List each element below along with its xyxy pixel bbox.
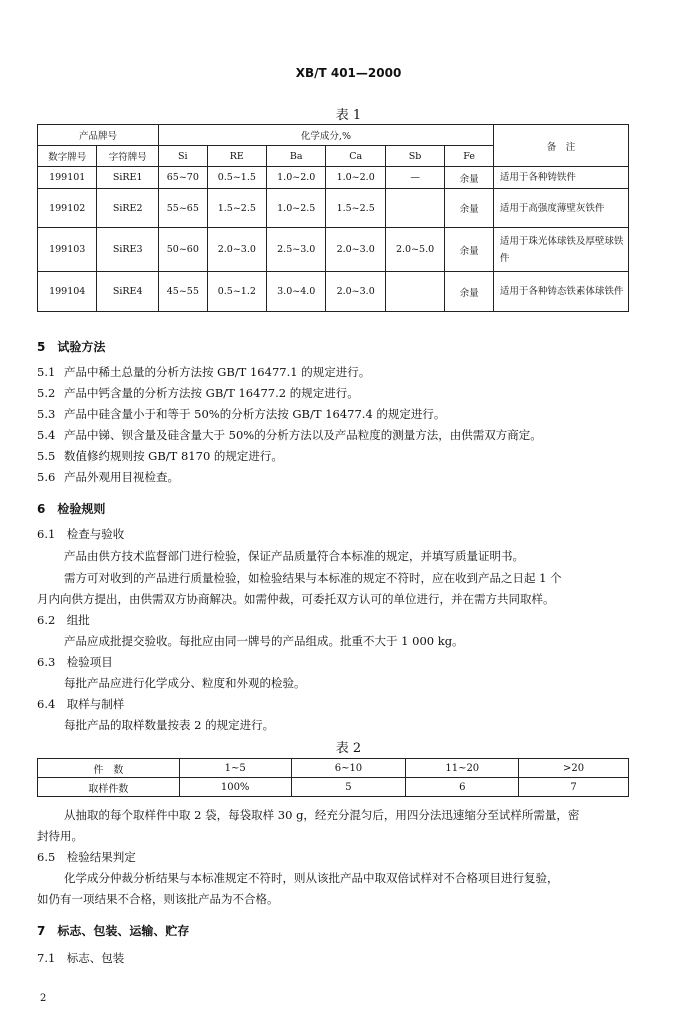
para-6-1-1: 产品由供方技术监督部门进行检验，保证产品质量符合本标准的规定，并填写质量证明书。	[64, 549, 524, 563]
header-fe: Fe	[445, 146, 494, 167]
cell: 余量	[445, 167, 494, 189]
cell: 6~10	[291, 759, 406, 778]
cell: 1.0~2.0	[326, 167, 385, 189]
cell-remark: 适用于各种铸铁件	[493, 167, 628, 189]
item-5-3: 产品中硅含量小于和等于 50%的分析方法按 GB/T 16477.4 的规定进行。	[64, 407, 446, 421]
table-row	[38, 228, 629, 272]
para-6-4: 每批产品的取样数量按表 2 的规定进行。	[64, 718, 275, 732]
cell: 0.5~1.5	[207, 167, 266, 189]
cell: 199101	[38, 167, 97, 189]
cell-remark: 适用于各种铸态铁素体球铁件	[493, 272, 628, 312]
cell: 2.0~3.0	[207, 228, 266, 272]
cell: 11~20	[406, 759, 519, 778]
cell: —	[385, 167, 444, 189]
table1	[37, 124, 629, 312]
cell: 3.0~4.0	[267, 272, 326, 312]
t2-row1-label: 件 数	[38, 759, 180, 778]
item-5-4: 产品中锑、钡含量及硅含量大于 50%的分析方法以及产品粒度的测量方法，由供需双方商定。	[64, 428, 542, 442]
cell: 199104	[38, 272, 97, 312]
para-6-2: 产品应成批提交验收。每批应由同一牌号的产品组成。批重不大于 1 000 kg。	[64, 634, 464, 648]
t2-row2-label: 取样件数	[38, 778, 180, 797]
cell-remark: 适用于珠光体球铁及厚壁球铁件	[493, 228, 628, 272]
cell: 6	[406, 778, 519, 797]
section-6-5-title: 6.5 检验结果判定	[37, 850, 136, 864]
para-6-3: 每批产品应进行化学成分、粒度和外观的检验。	[64, 676, 306, 690]
cell: 2.5~3.0	[267, 228, 326, 272]
cell: SiRE4	[97, 272, 159, 312]
cell: 余量	[445, 189, 494, 228]
header-alpha: 字符牌号	[97, 146, 159, 167]
para-6-1-2a: 需方可对收到的产品进行质量检验，如检验结果与本标准的规定不符时，应在收到产品之日起 1 个	[64, 571, 562, 585]
header-ca: Ca	[326, 146, 385, 167]
table1-caption: 表 1	[335, 108, 362, 123]
section-6-1-title: 6.1 检查与验收	[37, 527, 125, 541]
header-sb: Sb	[385, 146, 444, 167]
cell: 1.0~2.5	[267, 189, 326, 228]
cell: 1.5~2.5	[207, 189, 266, 228]
cell: 2.0~3.0	[326, 272, 385, 312]
item-5-3-no: 5.3	[37, 407, 56, 421]
table2	[37, 758, 629, 797]
cell: 50~60	[159, 228, 208, 272]
para-6-1-2b: 月内向供方提出，由供需双方协商解决。如需仲裁，可委托双方认可的单位进行，并在需方共同取样。	[37, 592, 555, 606]
table2-caption: 表 2	[335, 741, 362, 756]
table-row	[38, 167, 629, 189]
cell: 1~5	[179, 759, 291, 778]
cell-remark: 适用于高强度薄壁灰铁件	[493, 189, 628, 228]
table-row	[38, 189, 629, 228]
cell: 100%	[179, 778, 291, 797]
item-5-6: 产品外观用目视检查。	[64, 470, 179, 484]
table-row	[38, 759, 629, 778]
cell: 199102	[38, 189, 97, 228]
cell: 199103	[38, 228, 97, 272]
cell: 2.0~5.0	[385, 228, 444, 272]
header-product: 产品牌号	[38, 125, 159, 146]
cell: SiRE3	[97, 228, 159, 272]
header-re: RE	[207, 146, 266, 167]
cell: 55~65	[159, 189, 208, 228]
item-5-2: 产品中钙含量的分析方法按 GB/T 16477.2 的规定进行。	[64, 386, 359, 400]
para-6-5-a: 化学成分仲裁分析结果与本标准规定不符时，则从该批产品中取双倍试样对不合格项目进行复验，	[64, 871, 559, 885]
section-6-2-title: 6.2 组批	[37, 613, 90, 627]
item-5-5-no: 5.5	[37, 449, 56, 463]
cell	[385, 189, 444, 228]
para-6-4-after-a: 从抽取的每个取样件中取 2 袋，每袋取样 30 g，经充分混匀后，用四分法迅速缩分至试样所需量，密	[64, 808, 580, 822]
item-5-2-no: 5.2	[37, 386, 56, 400]
table-row	[38, 272, 629, 312]
header-si: Si	[159, 146, 208, 167]
cell: SiRE1	[97, 167, 159, 189]
cell: 1.5~2.5	[326, 189, 385, 228]
header-ba: Ba	[267, 146, 326, 167]
section-6-4-title: 6.4 取样与制样	[37, 697, 125, 711]
item-5-1: 产品中稀土总量的分析方法按 GB/T 16477.1 的规定进行。	[64, 365, 371, 379]
cell: 65~70	[159, 167, 208, 189]
item-5-1-no: 5.1	[37, 365, 56, 379]
cell: SiRE2	[97, 189, 159, 228]
cell: 1.0~2.0	[267, 167, 326, 189]
page-number: 2	[40, 993, 47, 1004]
cell: >20	[519, 759, 629, 778]
section-7-title: 7 标志、包装、运输、贮存	[37, 924, 190, 938]
header-chem: 化学成分,%	[159, 125, 494, 146]
section-6-title: 6 检验规则	[37, 502, 106, 516]
para-6-5-b: 如仍有一项结果不合格，则该批产品为不合格。	[37, 892, 279, 906]
cell	[385, 272, 444, 312]
item-5-4-no: 5.4	[37, 428, 56, 442]
header-numeric: 数字牌号	[38, 146, 97, 167]
section-6-3-title: 6.3 检验项目	[37, 655, 113, 669]
table-row	[38, 778, 629, 797]
section-7-1-title: 7.1 标志、包装	[37, 951, 125, 965]
header-remark: 备 注	[493, 125, 628, 167]
section-5-title: 5 试验方法	[37, 340, 106, 354]
cell: 45~55	[159, 272, 208, 312]
cell: 7	[519, 778, 629, 797]
cell: 0.5~1.2	[207, 272, 266, 312]
document-header: XB/T 401—2000	[295, 66, 402, 80]
cell: 余量	[445, 272, 494, 312]
item-5-5: 数值修约规则按 GB/T 8170 的规定进行。	[64, 449, 283, 463]
cell: 5	[291, 778, 406, 797]
item-5-6-no: 5.6	[37, 470, 56, 484]
para-6-4-after-b: 封待用。	[37, 829, 83, 843]
cell: 余量	[445, 228, 494, 272]
cell: 2.0~3.0	[326, 228, 385, 272]
